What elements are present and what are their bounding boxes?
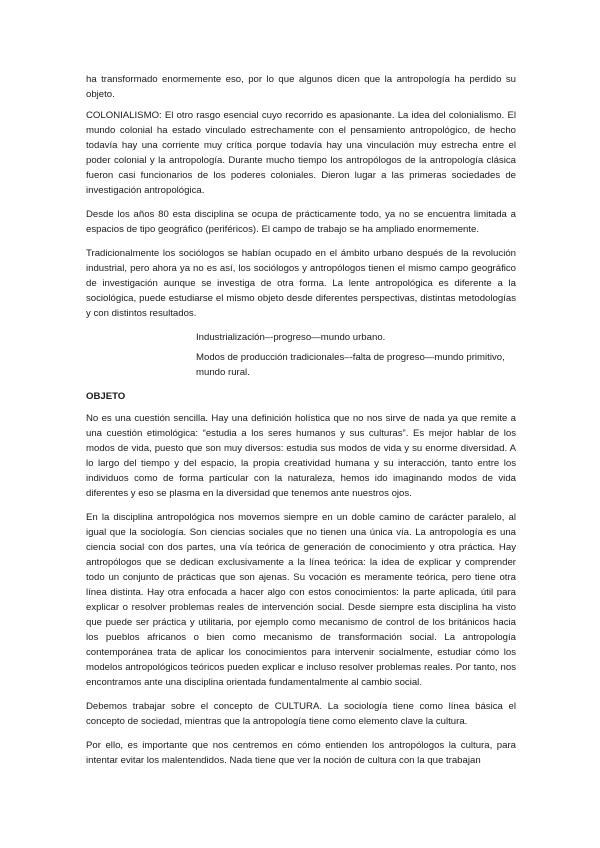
paragraph: No es una cuestión sencilla. Hay una definición holística que no nos sirve de nada ya que remite a una cuestión etimológica: “estudia a los seres humanos y sus culturas”. Es mejor hablar de los modos de vida, puesto que son muy diversos: estudia sus modos de vida y su enorme diversidad. A lo largo del tiempo y del espacio, la propia creatividad humana y su interacción, tanto entre los individuos como de forma particular con la naturaleza, hemos ido imaginando modos de vida diferentes y eso se plasma en la diversidad que tenemos ante nuestros ojos. bbox=[86, 413, 516, 499]
document-body bbox=[86, 72, 516, 777]
paragraph: ha transformado enormemente eso, por lo que algunos dicen que la antropología ha perdido su objeto. bbox=[86, 74, 516, 100]
paragraph: Por ello, es importante que nos centremos en cómo entienden los antropólogos la cultura, para intentar evitar los malentendidos. Nada tiene que ver la noción de cultura con la que trabajan bbox=[86, 740, 516, 766]
paragraph: Desde los años 80 esta disciplina se ocupa de prácticamente todo, ya no se encuentra limitada a espacios de tipo geográfico (periféricos). El campo de trabajo se ha ampliado enormemente. bbox=[86, 209, 516, 235]
paragraph: En la disciplina antropológica nos movemos siempre en un doble camino de carácter paralelo, al igual que la sociología. Son ciencias sociales que no tienen una única vía. La antropología es una ciencia social con dos partes, una vía teórica de generación de conocimiento y otra práctica. Hay antropólogos que se dedican exclusivamente a la línea teórica: la idea de explicar y comprender todo un conjunto de prácticas que son ajenas. Su vocación es meramente teórica, pero tiene otra línea distinta. Hay otra enfocada a hacer algo con estos conocimientos: la parte aplicada, útil para explicar o resolver problemas reales de intervención social. Desde siempre esta disciplina ha visto que puede ser práctica y utilitaria, por ejemplo como mecanismo de control de los británicos hacia los pueblos africanos o bien como mecanismo de transformación social. La antropología contemporánea trata de aplicar los conocimientos para intervenir socialmente, estudiar cómo los modelos antropológicos teóricos pueden explicar e incluso resolver problemas reales. Por tanto, nos encontramos ante una disciplina orientada fundamentalmente al cambio social. bbox=[86, 512, 516, 688]
indented-line: Industrialización–-progreso—mundo urbano. bbox=[196, 332, 386, 343]
indented-line: Modos de producción tradicionales–-falta de progreso—mundo primitivo, mundo rural. bbox=[196, 352, 505, 378]
paragraph: Tradicionalmente los sociólogos se habían ocupado en el ámbito urbano después de la revolución industrial, pero ahora ya no es así, los sociólogos y antropólogos tienen el mismo campo geográfico de investigación aunque se investiga de otra forma. La lente antropológica es diferente a la sociológica, puede estudiarse el mismo objeto desde diferentes perspectivas, distintas metodologías y con distintos resultados. bbox=[86, 248, 516, 319]
paragraph: Debemos trabajar sobre el concepto de CULTURA. La sociología tiene como línea básica el concepto de sociedad, mientras que la antropología tiene como elemento clave la cultura. bbox=[86, 701, 516, 727]
section-heading: OBJETO bbox=[86, 391, 126, 402]
paragraph-colonialismo: COLONIALISMO: El otro rasgo esencial cuyo recorrido es apasionante. La idea del colonialismo. El mundo colonial ha estado vinculado estrechamente con el pensamiento antropológico, de hecho todavía hay una corriente muy crítica porque todavía hay una vinculación muy estrecha entre el poder colonial y la antropología. Durante mucho tiempo los antropólogos de la antropología clásica fueron casi funcionarios de los poderes coloniales. Dieron lugar a las primeras sociedades de investigación antropológica. bbox=[86, 110, 516, 196]
